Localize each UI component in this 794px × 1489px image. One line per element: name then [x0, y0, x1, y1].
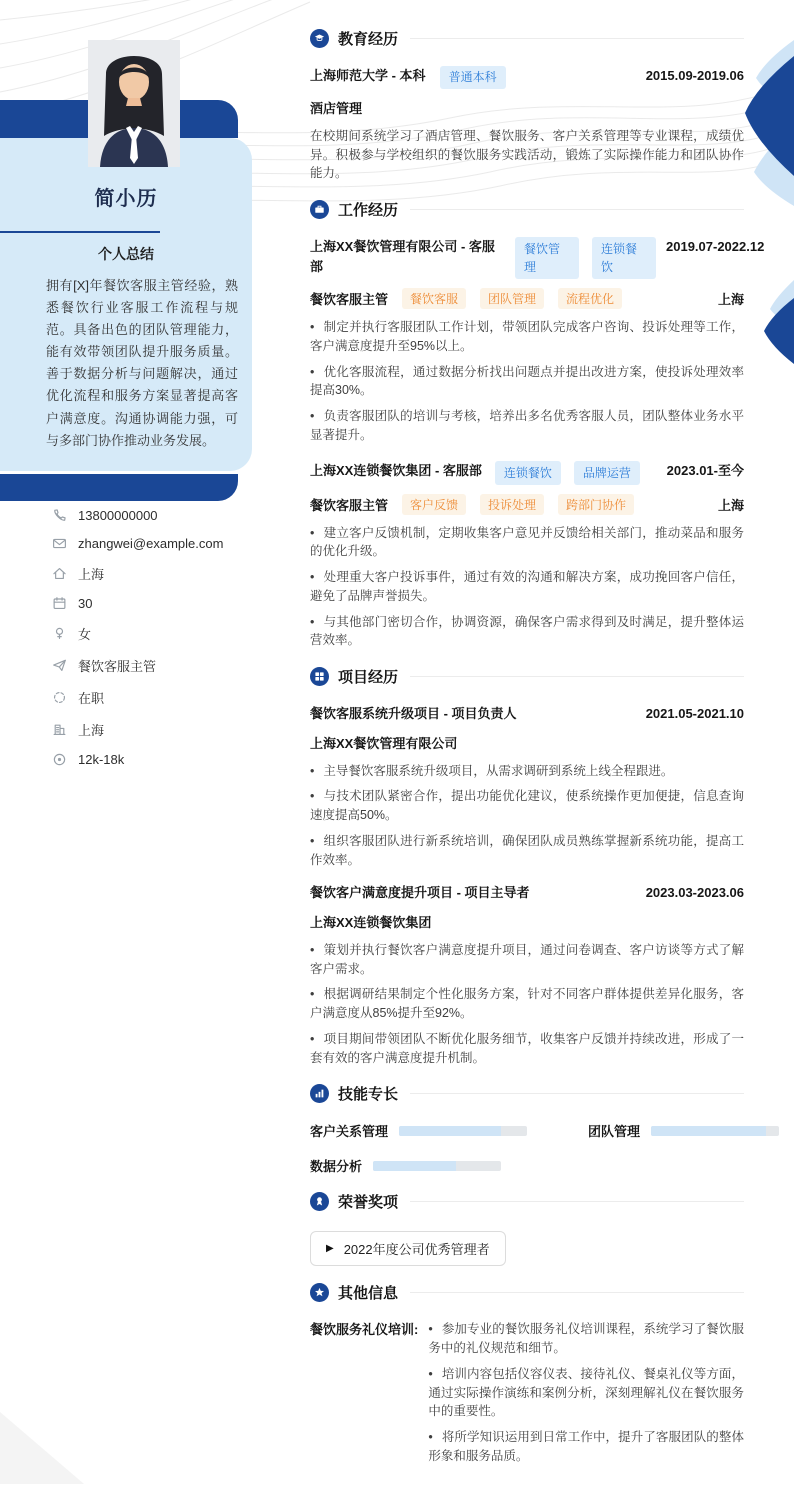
- education-entry-header: [310, 66, 744, 89]
- job-bullet: • 建立客户反馈机制，定期收集客户意见并反馈给相关部门，推动菜品和服务的优化升级。: [310, 524, 744, 562]
- job-bullet: • 处理重大客户投诉事件，通过有效的沟通和解决方案，成功挽回客户信任，避免了品牌声誉损失。: [310, 568, 744, 606]
- company-name: 上海XX连锁餐饮集团 - 客服部: [310, 462, 482, 478]
- section-divider-line: [410, 1201, 744, 1202]
- profile-photo: [88, 40, 180, 167]
- job-role-row: [310, 288, 744, 309]
- job-bullet: • 制定并执行客服团队工作计划，带领团队完成客户咨询、投诉处理等工作，客户满意度提升至95%以上。: [310, 318, 744, 356]
- other-info-label: 餐饮服务礼仪培训:: [310, 1322, 419, 1338]
- project-organization: 上海XX连锁餐饮集团: [310, 914, 432, 930]
- contact-list: [52, 508, 223, 780]
- section-divider-line: [410, 1292, 744, 1293]
- other-bullet: • 将所学知识运用到日常工作中，提升了客服团队的整体形象和服务品质。: [428, 1428, 744, 1466]
- project-bullet: • 主导餐饮客服系统升级项目，从需求调研到系统上线全程跟进。: [310, 762, 744, 781]
- sidebar-summary-panel: [0, 138, 252, 471]
- section-title: 教育经历: [338, 31, 399, 48]
- skill-name: 客户关系管理: [310, 1124, 389, 1140]
- skill-name: 数据分析: [310, 1159, 363, 1175]
- project-bullet: • 策划并执行餐饮客户满意度提升项目，通过问卷调查、客户访谈等方式了解客户需求。: [310, 941, 744, 979]
- project-entry-header: [310, 704, 744, 724]
- corner-fold-decoration: [0, 1412, 84, 1484]
- role-tag: 餐饮客服: [402, 288, 466, 309]
- skill-item: [310, 1156, 588, 1175]
- section-divider-line: [410, 1093, 744, 1094]
- section-title: 荣誉奖项: [338, 1194, 399, 1212]
- section-header-honors: [310, 1191, 744, 1212]
- school-name: 上海师范大学 - 本科: [310, 68, 426, 83]
- calendar-icon: [52, 596, 67, 611]
- section-education: [310, 28, 744, 183]
- contact-row-phone: [52, 508, 223, 523]
- section-honors: [310, 1191, 744, 1266]
- contact-value: 上海: [78, 723, 105, 738]
- skill-bar: [373, 1161, 501, 1171]
- section-title: 项目经历: [338, 669, 399, 687]
- contact-row-salary: [52, 752, 223, 767]
- role-title: 餐饮客服主管: [310, 292, 389, 308]
- contact-row-gender: [52, 624, 223, 643]
- skill-bar-fill: [373, 1161, 456, 1171]
- contact-value: 女: [78, 627, 92, 642]
- contact-value: 餐饮客服主管: [78, 659, 157, 674]
- project-date: 2021.05-2021.10: [645, 706, 744, 722]
- contact-row-email: [52, 536, 223, 551]
- contact-value: 在职: [78, 691, 105, 706]
- skill-bar: [651, 1126, 779, 1136]
- section-title: 其他信息: [338, 1285, 399, 1303]
- job-entry: [310, 237, 765, 445]
- job-entry-header: [310, 461, 744, 485]
- project-name: 餐饮客户满意度提升项目 - 项目主导者: [310, 885, 530, 901]
- education-date: 2015.09-2019.06: [645, 68, 744, 83]
- skill-bar-fill: [399, 1126, 501, 1136]
- contact-value: 12k-18k: [78, 752, 125, 767]
- skill-item: [310, 1121, 588, 1140]
- project-bullet: • 组织客服团队进行新系统培训，确保团队成员熟练掌握新系统功能，提高工作效率。: [310, 832, 744, 870]
- decorative-edge-spikes: [742, 0, 794, 400]
- contact-row-job-title: [52, 656, 223, 675]
- job-bullet: • 优化客服流程，通过数据分析找出问题点并提出改进方案，使投诉处理效率提高30%。: [310, 363, 744, 401]
- section-header-skills: [310, 1083, 744, 1104]
- section-other: [310, 1282, 744, 1472]
- project-date: 2023.03-2023.06: [645, 885, 744, 901]
- section-header-projects: [310, 666, 744, 687]
- summary-title: 个人总结: [98, 246, 154, 262]
- role-tag: 客户反馈: [402, 494, 466, 515]
- name-divider: [0, 231, 160, 233]
- section-divider-line: [410, 676, 744, 677]
- home-icon: [52, 566, 67, 581]
- other-info-row: [310, 1320, 744, 1472]
- salary-target-icon: [52, 752, 67, 767]
- skill-item: [588, 1121, 779, 1140]
- status-circle-icon: [52, 690, 67, 705]
- honor-item[interactable]: [310, 1231, 506, 1266]
- project-entry: [310, 883, 744, 1067]
- job-role-row: [310, 494, 744, 515]
- contact-value: 上海: [78, 567, 105, 582]
- skill-name: 团队管理: [588, 1124, 641, 1140]
- company-tag: 连锁餐饮: [495, 461, 561, 485]
- graduation-cap-icon: [310, 29, 329, 48]
- other-bullet: • 培训内容包括仪容仪表、接待礼仪、餐桌礼仪等方面，通过实际操作演练和案例分析，深刻理解礼仪在餐饮服务中的重要性。: [428, 1365, 744, 1421]
- section-work: [310, 199, 765, 650]
- building-icon: [52, 722, 67, 737]
- project-entry: [310, 704, 744, 869]
- skill-bar: [399, 1126, 527, 1136]
- section-divider-line: [410, 38, 744, 39]
- section-header-education: [310, 28, 744, 49]
- project-organization: 上海XX餐饮管理有限公司: [310, 735, 458, 751]
- project-bullet: • 根据调研结果制定个性化服务方案，针对不同客户群体提供差异化服务，客户满意度从85%提升至92%。: [310, 985, 744, 1023]
- company-tag: 连锁餐饮: [592, 237, 656, 279]
- job-bullet: • 与其他部门密切合作，协调资源，确保客户需求得到及时满足，提升整体运营效率。: [310, 613, 744, 651]
- play-triangle-icon: [326, 1243, 334, 1254]
- section-projects: [310, 666, 744, 1067]
- role-title: 餐饮客服主管: [310, 497, 389, 513]
- section-skills: [310, 1083, 744, 1175]
- paper-plane-icon: [52, 658, 67, 673]
- skills-grid: [310, 1121, 744, 1175]
- contact-value: zhangwei@example.com: [78, 536, 224, 551]
- honor-label: 2022年度公司优秀管理者: [343, 1242, 490, 1258]
- education-type-badge: 普通本科: [440, 66, 506, 89]
- contact-row-age: [52, 596, 223, 611]
- job-location: 上海: [717, 292, 744, 308]
- project-bullet: • 与技术团队紧密合作，提出功能优化建议，使系统操作更加便捷，信息查询速度提高50%。: [310, 787, 744, 825]
- section-title: 工作经历: [338, 202, 399, 220]
- sidebar-bottom-band: [0, 474, 238, 501]
- other-info-content: [428, 1320, 744, 1472]
- summary-text: 拥有[X]年餐饮客服主管经验，熟悉餐饮行业客服工作流程与规范。具备出色的团队管理能力，能有效带领团队提升服务质量。善于数据分析与问题解决，通过优化流程和服务方案显著提高客户满意度。沟通协调能力强，可与多部门协作推动业务发展。: [46, 278, 238, 448]
- job-bullet: • 负责客服团队的培训与考核，培养出多名优秀客服人员，团队整体业务水平显著提升。: [310, 407, 744, 445]
- role-tag: 跨部门协作: [558, 494, 634, 515]
- job-date: 2023.01-至今: [666, 462, 744, 478]
- section-title: 技能专长: [338, 1086, 399, 1104]
- role-tag: 流程优化: [558, 288, 622, 309]
- skill-bar-fill: [651, 1126, 766, 1136]
- job-entry-header: [310, 237, 765, 279]
- company-tag: 品牌运营: [574, 461, 640, 485]
- project-name: 餐饮客服系统升级项目 - 项目负责人: [310, 706, 517, 722]
- star-icon: [310, 1283, 329, 1302]
- job-location: 上海: [717, 497, 744, 513]
- phone-icon: [52, 508, 67, 523]
- contact-row-work-city: [52, 720, 223, 739]
- major-name: 酒店管理: [310, 100, 363, 116]
- job-date: 2019.07-2022.12: [666, 239, 765, 255]
- contact-row-status: [52, 688, 223, 707]
- candidate-name: 简小历: [94, 188, 158, 210]
- section-header-other: [310, 1282, 744, 1303]
- education-description: 在校期间系统学习了酒店管理、餐饮服务、客户关系管理等专业课程，成绩优异。积极参与学校组织的餐饮服务实践活动，锻炼了实际操作能力和团队协作能力。: [310, 128, 744, 181]
- company-name: 上海XX餐饮管理有限公司 - 客服部: [310, 239, 495, 274]
- gender-icon: [52, 626, 67, 641]
- section-header-work: [310, 199, 744, 220]
- role-tag: 团队管理: [480, 288, 544, 309]
- job-entry: [310, 461, 744, 651]
- project-entry-header: [310, 883, 744, 903]
- contact-value: 30: [78, 596, 93, 611]
- grid-icon: [310, 667, 329, 686]
- main-content: [310, 28, 765, 1489]
- project-bullet: • 项目期间带领团队不断优化服务细节，收集客户反馈并持续改进，形成了一套有效的客户满意度提升机制。: [310, 1030, 744, 1068]
- other-bullet: • 参加专业的餐饮服务礼仪培训课程，系统学习了餐饮服务中的礼仪规范和细节。: [428, 1320, 744, 1358]
- section-divider-line: [410, 209, 744, 210]
- medal-icon: [310, 1192, 329, 1211]
- briefcase-icon: [310, 200, 329, 219]
- mail-icon: [52, 536, 67, 551]
- contact-row-city: [52, 564, 223, 583]
- bar-chart-icon: [310, 1084, 329, 1103]
- role-tag: 投诉处理: [480, 494, 544, 515]
- company-tag: 餐饮管理: [515, 237, 579, 279]
- contact-value: 13800000000: [78, 508, 158, 523]
